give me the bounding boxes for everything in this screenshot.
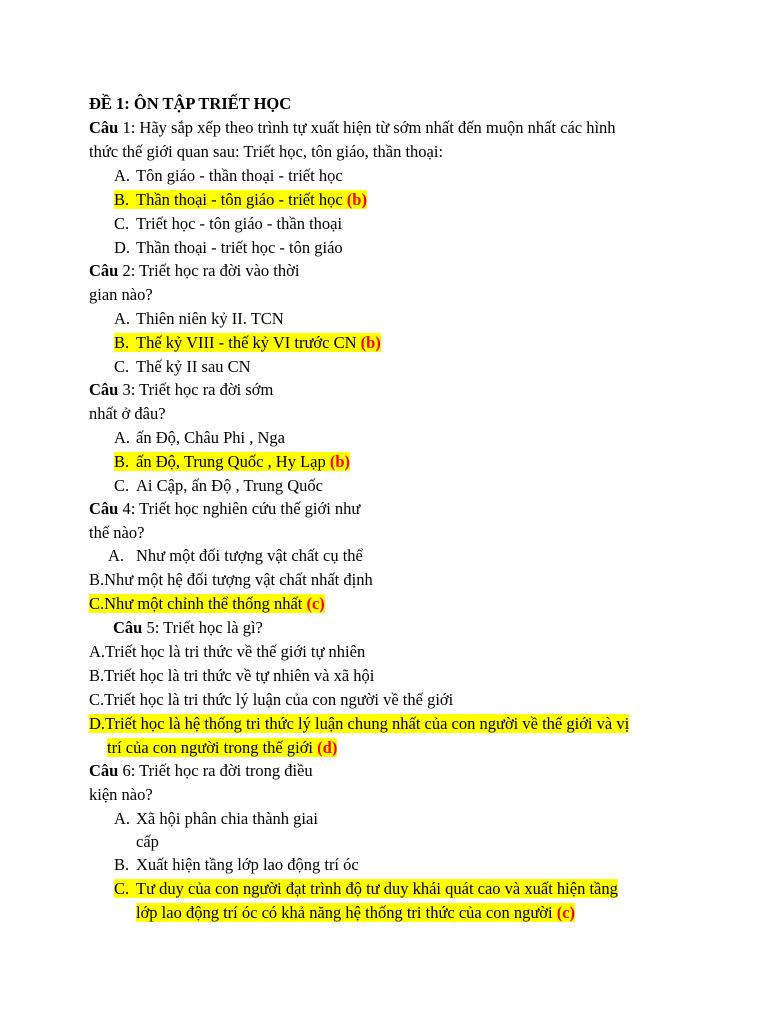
question-label: Câu (89, 261, 119, 280)
question-number: 4 (118, 499, 131, 518)
option-text: Xuất hiện tầng lớp lao động trí óc (136, 855, 359, 874)
q3-option-c (114, 475, 323, 497)
question-1-stem-line1 (89, 117, 616, 139)
question-2-stem-line1 (89, 260, 299, 282)
option-letter: B. (114, 190, 130, 209)
option-letter: C. (114, 879, 130, 898)
q4-option-b (89, 569, 373, 591)
option-letter: B. (114, 452, 130, 471)
option-text-continued: lớp lao động trí óc có khả năng hệ thống tri thức của con người (136, 903, 557, 922)
q2-option-c (114, 356, 251, 378)
question-label: Câu (89, 380, 119, 399)
question-label: Câu (89, 499, 119, 518)
q3-option-b (114, 451, 350, 473)
question-5-stem-line1 (113, 617, 263, 639)
q6-option-a-line2: cấp (136, 832, 159, 851)
option-text: Ai Cập, ấn Độ , Trung Quốc (136, 476, 324, 495)
option-letter: B. (89, 666, 105, 685)
q2-option-a (114, 308, 284, 330)
q2-option-b (114, 332, 381, 354)
option-letter: A. (89, 642, 106, 661)
option-letter: A. (114, 166, 131, 185)
option-letter: C. (114, 214, 130, 233)
q4-option-a (108, 545, 363, 567)
option-text: Triết học là tri thức về thế giới tự nhiên (105, 642, 366, 661)
question-4-stem-line2: thế nào? (89, 523, 145, 542)
option-text: Xã hội phân chia thành giai (136, 809, 318, 828)
option-letter: A. (114, 809, 131, 828)
q6-option-c-line1 (114, 878, 618, 900)
option-letter: B. (89, 570, 105, 589)
option-letter: A. (108, 546, 125, 565)
question-text: : Triết học là gì? (154, 618, 263, 637)
q5-option-d-line1 (89, 713, 629, 735)
option-text: Thiên niên kỷ II. TCN (136, 309, 284, 328)
question-text: : Hãy sắp xếp theo trình tự xuất hiện từ sớm nhất đến muộn nhất các hình (130, 118, 616, 137)
q6-option-b (114, 854, 359, 876)
option-letter: B. (114, 855, 130, 874)
q4-option-c (89, 593, 325, 615)
question-6-stem-line2: kiện nào? (89, 785, 153, 804)
option-text: Triết học là tri thức lý luận của con người về thế giới (104, 690, 454, 709)
option-letter: C. (89, 594, 105, 613)
q3-option-a (114, 427, 285, 449)
option-text: Thần thoại - tôn giáo - triết học (136, 190, 347, 209)
option-letter: D. (114, 238, 131, 257)
answer-mark: (b) (346, 190, 367, 209)
question-number: 1 (118, 118, 131, 137)
option-text: Triết học - tôn giáo - thần thoại (136, 214, 343, 233)
option-text: Như một đối tượng vật chất cụ thể (136, 546, 363, 565)
question-text: : Triết học nghiên cứu thế giới như (130, 499, 361, 518)
option-text: Như một hệ đối tượng vật chất nhất định (104, 570, 373, 589)
q5-option-a (89, 641, 365, 663)
option-text: Triết học là tri thức về tự nhiên và xã hội (104, 666, 375, 685)
question-number: 5 (142, 618, 155, 637)
q5-option-d-line2 (107, 737, 337, 759)
option-letter: D. (89, 714, 106, 733)
option-letter: A. (114, 309, 131, 328)
q5-option-b (89, 665, 374, 687)
option-text: Triết học là hệ thống tri thức lý luận chung nhất của con người về thế giới và vị (105, 714, 630, 733)
question-text: : Triết học ra đời vào thời (130, 261, 300, 280)
question-3-stem-line1 (89, 379, 273, 401)
option-text: Thế kỷ VIII - thế kỷ VI trước CN (136, 333, 361, 352)
question-text: : Triết học ra đời sớm (130, 380, 274, 399)
document-title: ĐỀ 1: ÔN TẬP TRIẾT HỌC (89, 94, 292, 113)
question-label: Câu (113, 618, 143, 637)
q6-option-a-line1 (114, 808, 318, 830)
option-text: ấn Độ, Trung Quốc , Hy Lạp (136, 452, 330, 471)
answer-mark: (d) (317, 738, 338, 757)
answer-mark: (b) (329, 452, 351, 471)
question-number: 3 (118, 380, 131, 399)
option-letter: C. (89, 690, 105, 709)
question-3-stem-line2: nhất ở đâu? (89, 404, 166, 423)
question-label: Câu (89, 118, 119, 137)
q1-option-b (114, 189, 367, 211)
question-6-stem-line1 (89, 760, 313, 782)
question-number: 6 (118, 761, 131, 780)
option-text: Tôn giáo - thần thoại - triết học (136, 166, 343, 185)
question-2-stem-line2: gian nào? (89, 285, 153, 304)
option-text: Như một chỉnh thể thống nhất (104, 594, 307, 613)
q1-option-d (114, 237, 343, 259)
option-letter: C. (114, 357, 130, 376)
question-text: : Triết học ra đời trong điều (130, 761, 313, 780)
q5-option-c (89, 689, 453, 711)
question-number: 2 (118, 261, 131, 280)
option-letter: C. (114, 476, 130, 495)
option-text: ấn Độ, Châu Phi , Nga (136, 428, 285, 447)
q6-option-c-line2 (136, 902, 575, 924)
question-4-stem-line1 (89, 498, 360, 520)
option-text: Thế kỷ II sau CN (136, 357, 251, 376)
q1-option-c (114, 213, 342, 235)
answer-mark: (b) (360, 333, 381, 352)
option-letter: A. (114, 428, 131, 447)
answer-mark: (c) (556, 903, 576, 922)
question-1-stem-line2: thức thế giới quan sau: Triết học, tôn giáo, thần thoại: (89, 142, 444, 161)
option-text: Tư duy của con người đạt trình độ tư duy khái quát cao và xuất hiện tầng (136, 879, 618, 898)
option-text-continued: trí của con người trong thế giới (107, 738, 318, 757)
question-label: Câu (89, 761, 119, 780)
q1-option-a (114, 165, 343, 187)
option-letter: B. (114, 333, 130, 352)
answer-mark: (c) (306, 594, 325, 613)
option-text: Thần thoại - triết học - tôn giáo (136, 238, 343, 257)
